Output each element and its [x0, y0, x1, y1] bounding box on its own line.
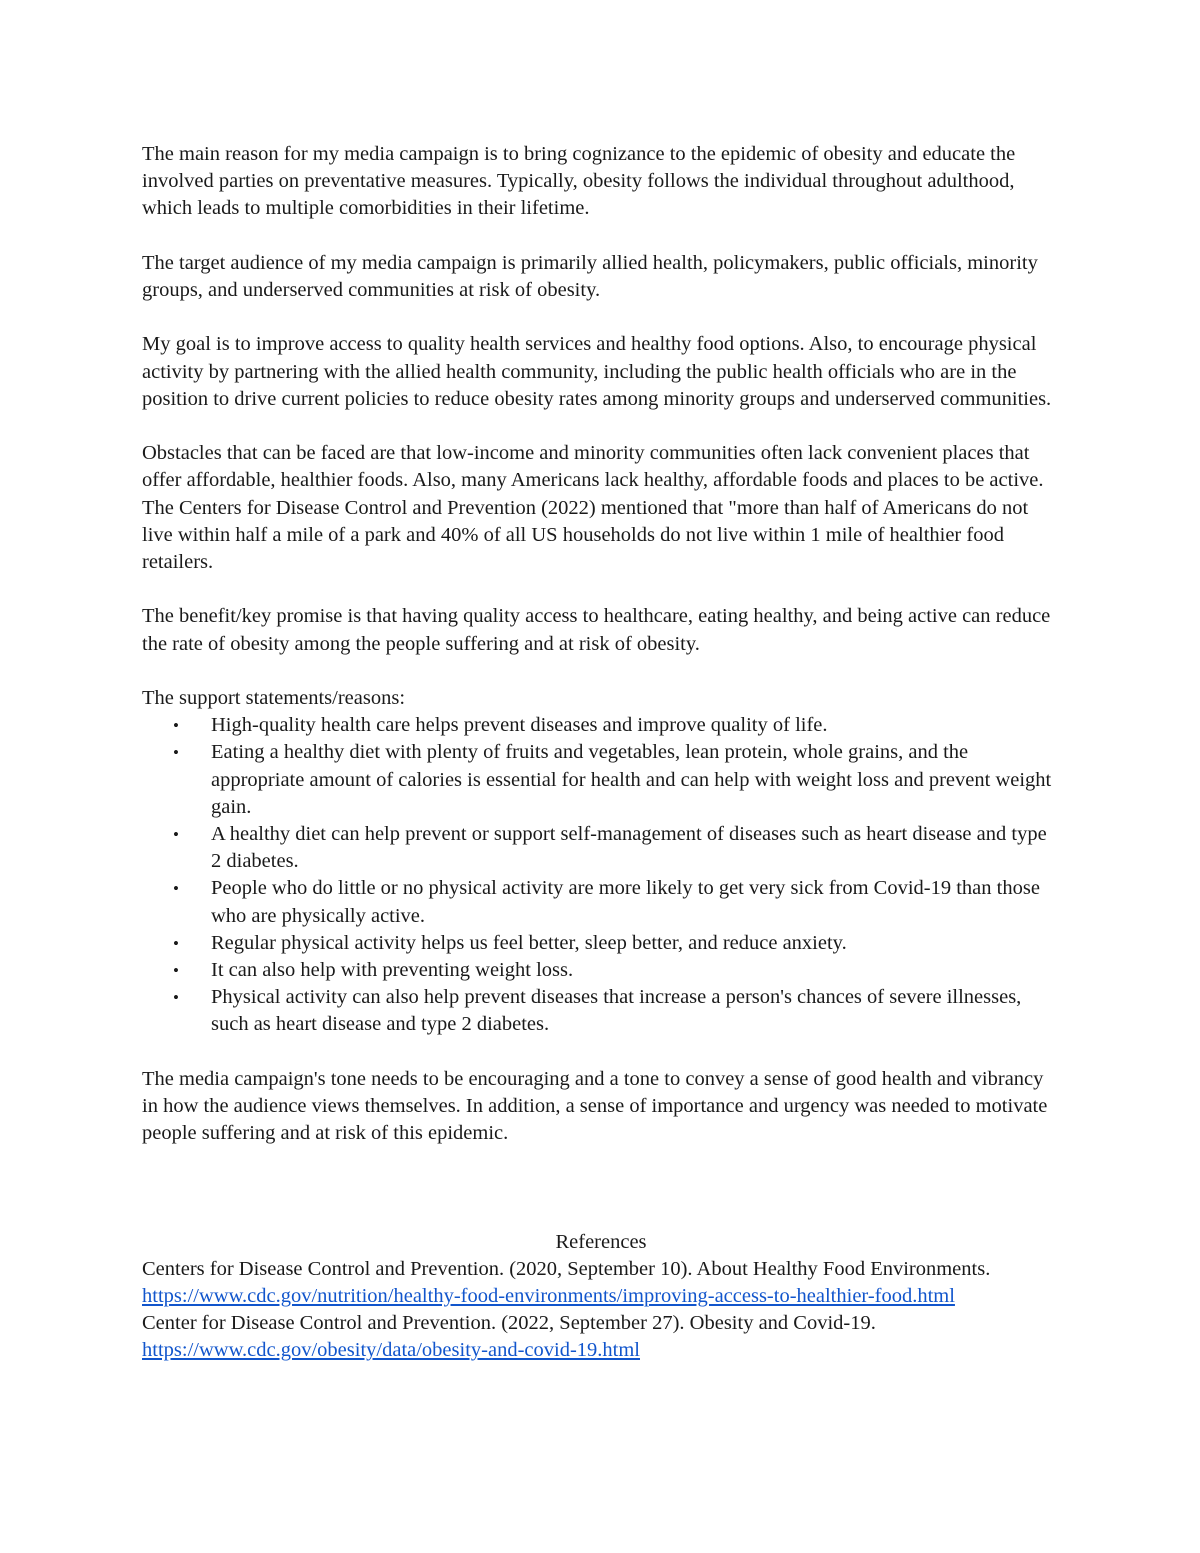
- reference-text: Center for Disease Control and Prevention. (2022, September 27). Obesity and Covid-19.: [142, 1312, 876, 1335]
- paragraph-target-audience: The target audience of my media campaign is primarily allied health, policymakers, public officials, minority groups, and underserved communities at risk of obesity.: [142, 251, 1038, 301]
- support-heading: The support statements/reasons:: [142, 686, 406, 709]
- reference-entry: [142, 1310, 1060, 1364]
- list-item-text: Eating a healthy diet with plenty of fruits and vegetables, lean protein, whole grains, and the appropriate amount of calories is essential for health and can help with weight loss and prevent weight gain.: [211, 741, 1052, 818]
- paragraph-obstacles: Obstacles that can be faced are that low-income and minority communities often lack convenient places that offer affordable, healthier foods. Also, many Americans lack healthy, affordable foods and places to be active. The Centers for Disease Control and Prevention (2022) mentioned that "more than half of Americans do not live within half a mile of a park and 40% of all US households do not live within 1 mile of healthier food retailers.: [142, 442, 1044, 573]
- list-item: [142, 957, 1060, 984]
- paragraph-tone: The media campaign's tone needs to be encouraging and a tone to convey a sense of good health and vibrancy in how the audience views themselves. In addition, a sense of importance and urgency was needed to motivate people suffering and at risk of this epidemic.: [142, 1067, 1048, 1145]
- list-item: [142, 739, 1060, 821]
- paragraph-purpose: The main reason for my media campaign is to bring cognizance to the epidemic of obesity and educate the involved parties on preventative measures. Typically, obesity follows the individual throughout adulthood, which leads to multiple comorbidities in their lifetime.: [142, 143, 1016, 220]
- list-item: [142, 930, 1060, 957]
- bullet-icon: •: [173, 743, 179, 763]
- list-item-text: People who do little or no physical activity are more likely to get very sick from Covid-19 than those who are physically active.: [211, 877, 1040, 927]
- list-item: [142, 875, 1060, 929]
- reference-link[interactable]: https://www.cdc.gov/obesity/data/obesity-and-covid-19.html: [142, 1339, 640, 1362]
- list-item: [142, 821, 1060, 875]
- list-item-text: A healthy diet can help prevent or support self-management of diseases such as heart disease and type 2 diabetes.: [211, 823, 1047, 873]
- document-page: [142, 141, 1060, 1365]
- reference-link[interactable]: https://www.cdc.gov/nutrition/healthy-food-environments/improving-access-to-healthier-food.html: [142, 1285, 955, 1308]
- bullet-icon: •: [173, 879, 179, 899]
- list-item-text: It can also help with preventing weight loss.: [211, 959, 574, 982]
- bullet-icon: •: [173, 988, 179, 1008]
- list-item-text: High-quality health care helps prevent diseases and improve quality of life.: [211, 714, 828, 737]
- bullet-icon: •: [173, 825, 179, 844]
- list-item-text: Physical activity can also help prevent diseases that increase a person's chances of severe illnesses, such as heart disease and type 2 diabetes.: [211, 986, 1022, 1036]
- bullet-icon: •: [173, 716, 179, 736]
- reference-text: Centers for Disease Control and Prevention. (2020, September 10). About Healthy Food Environments.: [142, 1257, 991, 1280]
- references-title: References: [555, 1230, 647, 1253]
- paragraph-benefit: The benefit/key promise is that having quality access to healthcare, eating healthy, and being active can reduce the rate of obesity among the people suffering and at risk of obesity.: [142, 605, 1051, 655]
- bullet-icon: •: [173, 933, 179, 953]
- reference-entry: [142, 1256, 1060, 1310]
- paragraph-goal: My goal is to improve access to quality health services and healthy food options. Also, to encourage physical activity by partnering with the allied health community, including the public health officials who are in the position to drive current policies to reduce obesity rates among minority groups and underserved communities.: [142, 333, 1052, 410]
- list-item: [142, 712, 1060, 739]
- bullet-icon: •: [173, 961, 179, 981]
- spacer: [142, 1175, 1060, 1229]
- list-item-text: Regular physical activity helps us feel better, sleep better, and reduce anxiety.: [211, 931, 847, 954]
- support-list: [142, 712, 1060, 1038]
- list-item: [142, 984, 1060, 1038]
